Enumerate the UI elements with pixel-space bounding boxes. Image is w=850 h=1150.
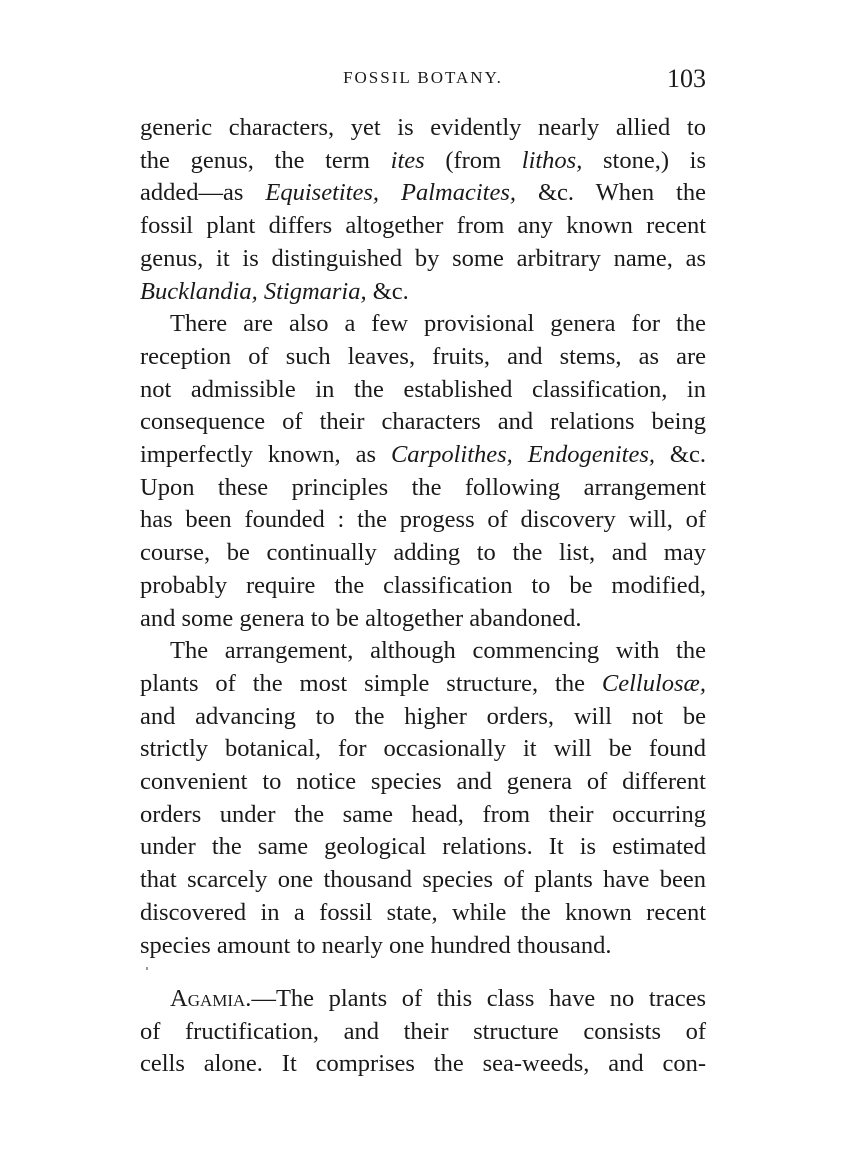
text-line — [140, 897, 706, 930]
text-line — [140, 145, 706, 178]
text-span: probably require the classification to be modified, — [140, 571, 706, 599]
text-line — [140, 570, 706, 603]
text-span: has been founded : the progess of discovery will, of — [140, 506, 706, 534]
text-span: strictly botanical, for occasionally it will be found — [140, 735, 706, 763]
text-line — [140, 439, 706, 472]
text-span: &c. — [654, 441, 706, 469]
text-span: consequence of their characters and relations being — [140, 408, 706, 436]
page-number: 103 — [667, 64, 706, 93]
text-line — [140, 799, 706, 832]
text-line — [140, 308, 706, 341]
text-line — [140, 243, 706, 276]
paragraph-provisional-genera — [140, 308, 706, 635]
text-span: added—as — [140, 179, 266, 207]
section-heading: Agamia. — [170, 985, 252, 1012]
text-span: genus, it is distinguished by some arbitrary name, as — [140, 244, 706, 272]
text-span: under the same geological relations. It is estimated — [140, 833, 706, 861]
text-line — [140, 831, 706, 864]
text-span: reception of such leaves, fruits, and stems, as are — [140, 342, 706, 370]
text-span: not admissible in the established classification, in — [140, 375, 706, 403]
text-span: that scarcely one thousand species of plants have been — [140, 866, 706, 894]
text-span: generic characters, yet is evidently nearly allied to — [140, 114, 706, 141]
text-span: imperfectly known, as — [140, 441, 391, 469]
text-span: convenient to notice species and genera of different — [140, 768, 706, 796]
italic-term: Carpolithes, Endogenites, — [390, 441, 655, 469]
text-span: The arrangement, although commencing with the — [170, 637, 706, 665]
body-text — [140, 112, 706, 962]
text-line — [140, 537, 706, 570]
text-span: —The plants of this class have no traces — [251, 985, 706, 1012]
running-header — [140, 64, 706, 96]
paragraph-arrangement — [140, 635, 706, 962]
text-span: Upon these principles the following arrangement — [140, 473, 706, 501]
text-line — [140, 930, 706, 963]
text-line — [140, 983, 706, 1016]
text-line — [140, 504, 706, 537]
text-span: and some genera to be altogether abandoned. — [140, 604, 582, 632]
running-title: FOSSIL BOTANY. — [343, 68, 503, 87]
text-line — [140, 374, 706, 407]
text-span: the genus, the term — [140, 146, 391, 174]
text-span: There are also a few provisional genera for the — [170, 310, 706, 338]
text-line — [140, 112, 706, 145]
text-span: of fructification, and their structure consists of — [140, 1017, 706, 1045]
text-line — [140, 733, 706, 766]
text-line — [140, 1016, 706, 1049]
text-line — [140, 177, 706, 210]
text-line — [140, 635, 706, 668]
text-line — [140, 276, 706, 309]
text-line — [140, 603, 706, 636]
italic-term: ites — [390, 146, 425, 174]
text-span: fossil plant differs altogether from any known recent — [140, 212, 706, 240]
italic-term: lithos, — [521, 146, 583, 174]
text-line — [140, 210, 706, 243]
text-line — [140, 701, 706, 734]
text-span: &c. When the — [516, 179, 706, 207]
text-line — [140, 1048, 706, 1081]
text-line — [140, 341, 706, 374]
print-mark — [146, 967, 148, 970]
text-span: (from — [424, 146, 522, 174]
text-line — [140, 472, 706, 505]
text-span: discovered in a fossil state, while the known recent — [140, 898, 706, 926]
text-span: course, be continually adding to the list, and may — [140, 539, 706, 567]
text-span: &c. — [366, 277, 409, 305]
text-span: and advancing to the higher orders, will not be — [140, 702, 706, 730]
paragraph-continuation — [140, 112, 706, 308]
text-line — [140, 864, 706, 897]
italic-term: Bucklandia, Stigmaria, — [140, 277, 367, 305]
text-span: orders under the same head, from their occurring — [140, 800, 706, 828]
section-agamia — [140, 983, 706, 1081]
text-line — [140, 766, 706, 799]
text-span: species amount to nearly one hundred thousand. — [140, 931, 612, 959]
text-span: plants of the most simple structure, the — [140, 669, 602, 697]
italic-term: Equisetites, Palmacites, — [265, 179, 516, 207]
text-span: stone,) is — [582, 146, 706, 174]
paragraph-agamia — [140, 983, 706, 1081]
text-line — [140, 406, 706, 439]
text-line — [140, 668, 706, 701]
text-span: cells alone. It comprises the sea-weeds, and con- — [140, 1050, 706, 1078]
italic-term: Cellulosæ, — [601, 669, 706, 697]
